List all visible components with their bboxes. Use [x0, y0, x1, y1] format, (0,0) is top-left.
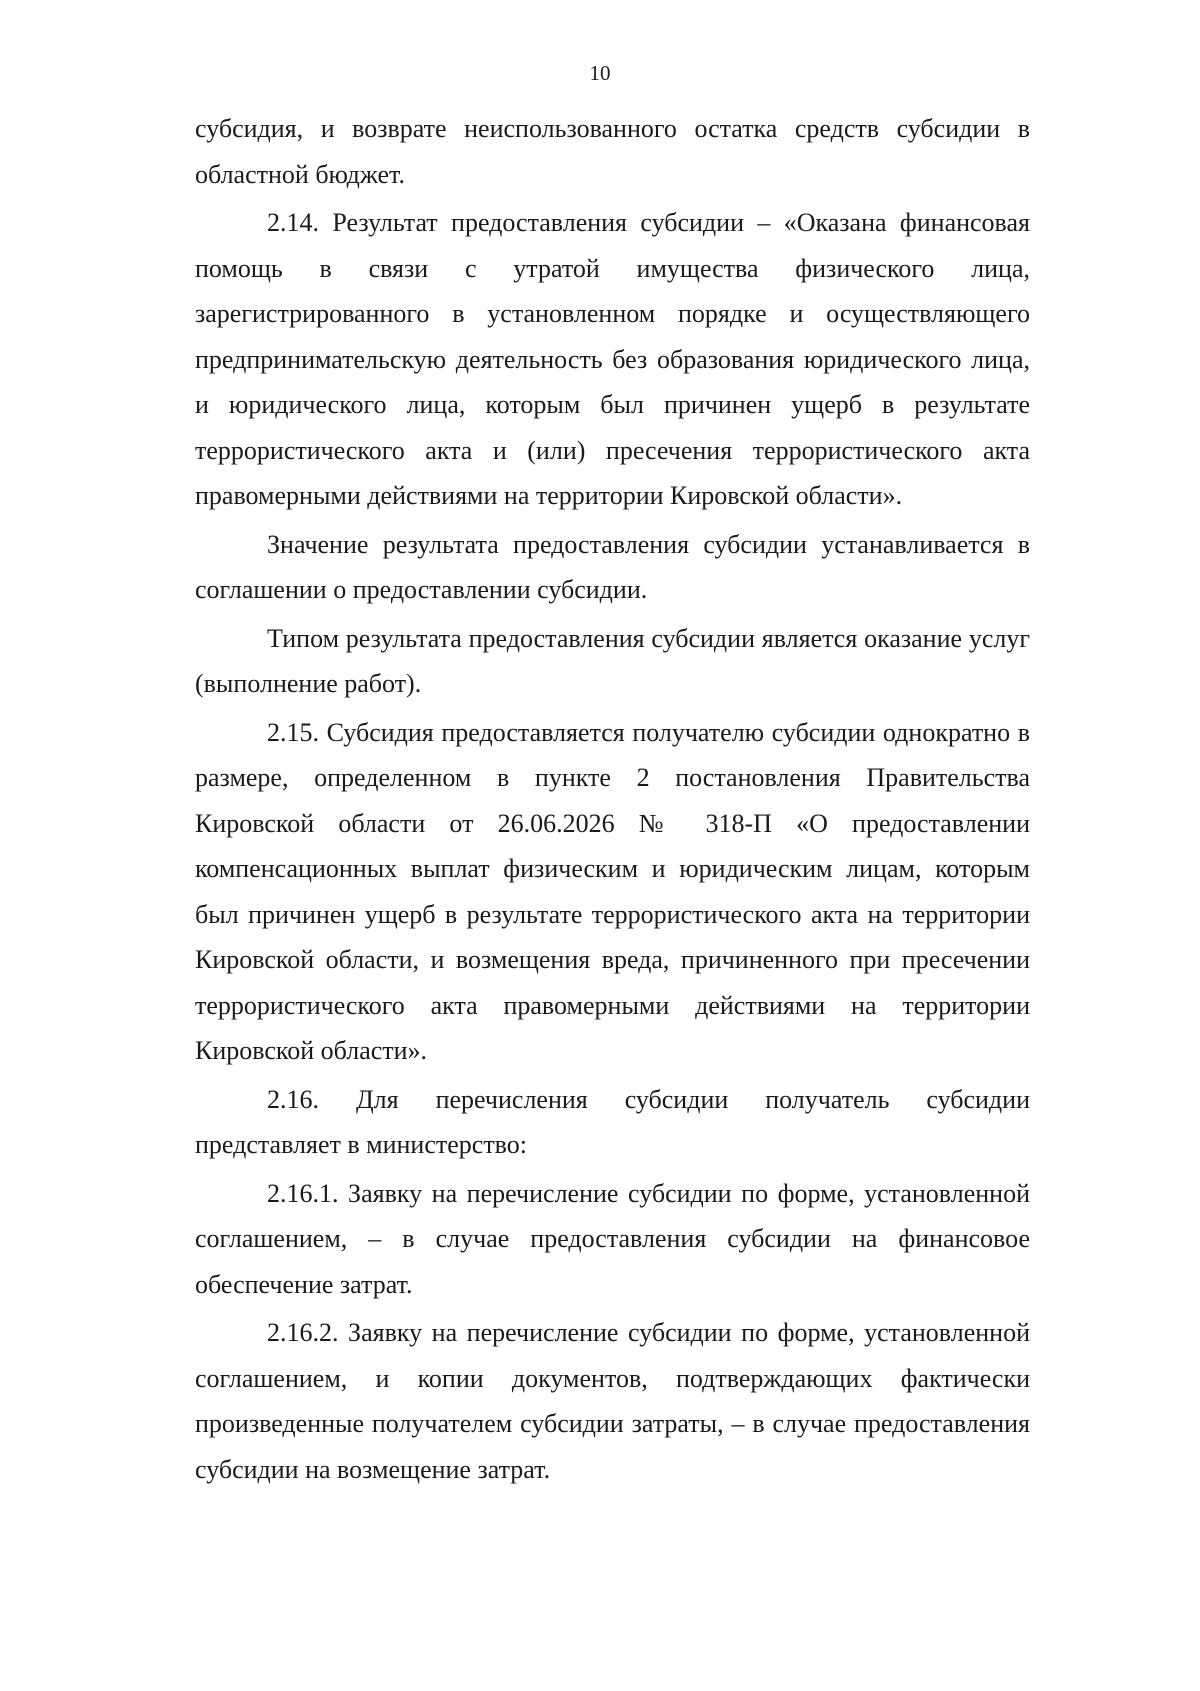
paragraph-clause-2-16-2: 2.16.2. Заявку на перечисление субсидии по форме, установленной соглашением, и копии документов, подтверждающих фактически произведенные получателем субсидии затраты, – в случае предоставления субсидии на возмещение затрат.: [195, 1318, 1030, 1484]
document-body: [195, 106, 1030, 1492]
paragraph-result-value: Значение результата предоставления субсидии устанавливается в соглашении о предоставлении субсидии.: [195, 529, 1030, 604]
paragraph-clause-2-16-1: 2.16.1. Заявку на перечисление субсидии по форме, установленной соглашением, – в случае предоставления субсидии на финансовое обеспечение затрат.: [195, 1178, 1030, 1299]
paragraph-result-type: Типом результата предоставления субсидии является оказание услуг (выполнение работ).: [195, 623, 1030, 698]
paragraph-clause-2-14: 2.14. Результат предоставления субсидии – «Оказана финансовая помощь в связи с утратой имущества физического лица, зарегистрированного в установленном порядке и осуществляющего предпринимательскую деятельность без образования юридического лица, и юридического лица, которым был причинен ущерб в результате террористического акта и (или) пресечения террористического акта правомерными действиями на территории Кировской области».: [195, 208, 1030, 510]
page-number: 10: [589, 61, 611, 85]
paragraph-continuation: субсидия, и возврате неиспользованного остатка средств субсидии в областной бюджет.: [195, 114, 1030, 189]
paragraph-clause-2-15: 2.15. Субсидия предоставляется получателю субсидии однократно в размере, определенном в пункте 2 постановления Правительства Кировской области от 26.06.2026 № 318-П «О предоставлении компенсационных выплат физическим и юридическим лицам, которым был причинен ущерб в результате террористического акта на территории Кировской области, и возмещения вреда, причиненного при пресечении террористического акта правомерными действиями на территории Кировской области».: [195, 717, 1030, 1065]
paragraph-clause-2-16: 2.16. Для перечисления субсидии получатель субсидии представляет в министерство:: [195, 1084, 1030, 1159]
